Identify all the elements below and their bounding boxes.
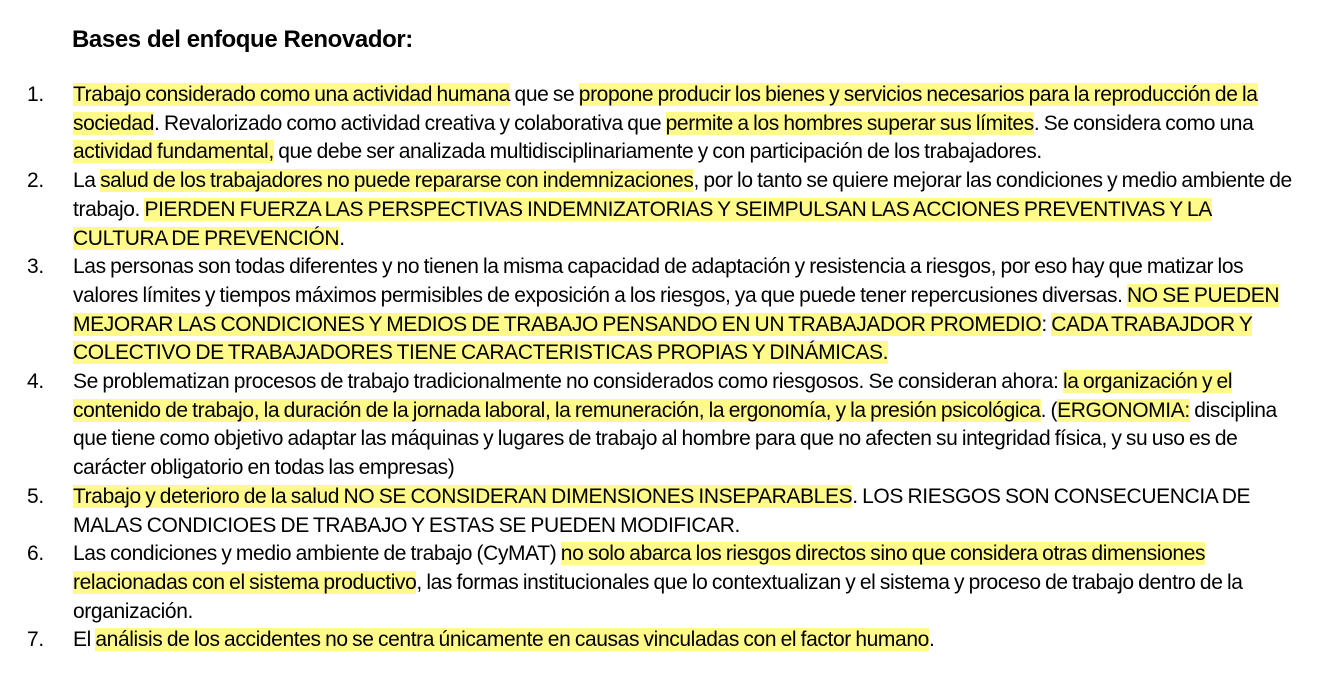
plain-text: que se	[510, 83, 579, 106]
list-item-number: 7.	[27, 628, 44, 652]
plain-text: trabajo.	[73, 197, 145, 221]
list-item-line	[73, 311, 1252, 340]
list-item-line	[73, 598, 193, 627]
highlighted-text: Trabajo considerado como una actividad humana	[73, 83, 511, 106]
highlighted-text: permite a los hombres superar sus límites	[665, 111, 1034, 135]
plain-text: . LOS RIESGOS SON CONSECUENCIA DE	[852, 484, 1251, 508]
list-item-line	[73, 167, 1292, 196]
highlighted-text: salud de los trabajadores no puede repararse con indemnizaciones	[100, 169, 694, 193]
plain-text: Las condiciones y medio ambiente de trabajo (CyMAT)	[73, 542, 561, 566]
highlighted-text: CADA TRABAJDOR Y	[1051, 312, 1253, 336]
plain-text: MALAS CONDICIOES DE TRABAJO Y ESTAS SE PUEDEN MODIFICAR.	[73, 513, 740, 537]
plain-text: .	[339, 226, 345, 250]
highlighted-text: ERGONOMIA:	[1057, 398, 1190, 422]
plain-text: . Revalorizado como actividad creativa y colaborativa que	[154, 111, 666, 135]
list-item-line	[73, 397, 1277, 426]
list-item-line	[73, 368, 1232, 397]
plain-text: , las formas institucionales que lo contextualizan y el sistema y proceso de trabajo dentro de la	[416, 570, 1243, 594]
list-item-line	[73, 569, 1243, 598]
list-item-line	[73, 138, 1042, 167]
highlighted-text: CULTURA DE PREVENCIÓN	[73, 226, 340, 250]
highlighted-text: no solo abarca los riesgos directos sino que considera otras dimensiones	[560, 542, 1206, 566]
list-item-number: 4.	[27, 370, 44, 393]
highlighted-text: COLECTIVO DE TRABAJADORES TIENE CARACTERISTICAS PROPIAS Y DINÁMICAS.	[73, 341, 889, 365]
list-item-line	[73, 225, 345, 254]
highlighted-text: relacionadas con el sistema productivo	[73, 570, 417, 594]
highlighted-text: sociedad	[73, 111, 155, 135]
list-item-line	[73, 483, 1250, 512]
list-item-line	[73, 339, 888, 368]
plain-text: . (	[1040, 398, 1058, 422]
highlighted-text: análisis de los accidentes no se centra únicamente en causas vinculadas con el factor humano	[95, 628, 929, 652]
highlighted-text: la organización y el	[1062, 370, 1233, 393]
list-item-number: 3.	[27, 255, 44, 279]
plain-text: que tiene como objetivo adaptar las máquinas y lugares de trabajo al hombre para que no afecten su integridad física, y su uso es de	[73, 427, 1238, 451]
plain-text: La	[73, 169, 101, 193]
list-item-number: 6.	[27, 542, 44, 566]
list-item-number: 5.	[27, 484, 44, 508]
list-item-line	[73, 282, 1279, 311]
plain-text: Se problematizan procesos de trabajo tradicionalmente no considerados como riesgosos. Se consideran ahora:	[73, 370, 1063, 393]
list-item-line	[73, 425, 1237, 454]
plain-text: carácter obligatorio en todas las empresas)	[73, 456, 455, 480]
highlighted-text: NO SE PUEDEN	[1127, 283, 1280, 307]
list-item-line	[73, 81, 1258, 110]
plain-text: El	[73, 628, 96, 652]
list-item-line	[73, 196, 1212, 225]
highlighted-text: propone producir los bienes y servicios necesarios para la reproducción de la	[578, 83, 1258, 106]
list-item-line	[73, 253, 1243, 282]
plain-text: Las personas son todas diferentes y no tienen la misma capacidad de adaptación y resistencia a riesgos, por eso hay que matizar los	[73, 255, 1244, 279]
plain-text: que debe ser analizada multidisciplinariamente y con participación de los trabajadores.	[273, 140, 1042, 164]
plain-text: , por lo tanto se quiere mejorar las condiciones y medio ambiente de	[693, 169, 1292, 193]
highlighted-text: actividad fundamental,	[73, 140, 274, 164]
list-item-number: 1.	[27, 83, 44, 106]
plain-text: :	[1041, 312, 1052, 336]
list-item-line	[73, 512, 740, 541]
list-item-line	[73, 454, 454, 483]
plain-text: disciplina	[1189, 398, 1277, 422]
list-item-number: 2.	[27, 169, 44, 193]
highlighted-text: Trabajo y deterioro de la salud NO SE CONSIDERAN DIMENSIONES INSEPARABLES	[73, 484, 853, 508]
document-title: Bases del enfoque Renovador:	[72, 26, 413, 53]
list-item-line	[73, 540, 1205, 569]
highlighted-text: MEJORAR LAS CONDICIONES Y MEDIOS DE TRABAJO PENSANDO EN UN TRABAJADOR PROMEDIO	[73, 312, 1042, 336]
highlighted-text: PIERDEN FUERZA LAS PERSPECTIVAS INDEMNIZATORIAS Y SEIMPULSAN LAS ACCIONES PREVENTIVAS Y LA	[144, 197, 1212, 221]
list-item-line	[73, 110, 1253, 139]
plain-text: .	[928, 628, 935, 652]
plain-text: organización.	[73, 599, 193, 623]
plain-text: . Se considera como una	[1033, 111, 1254, 135]
highlighted-text: contenido de trabajo, la duración de la jornada laboral, la remuneración, la ergonomía, y la presión psicológica	[73, 398, 1041, 422]
list-item-line	[73, 626, 934, 655]
plain-text: valores límites y tiempos máximos permisibles de exposición a los riesgos, ya que puede tener repercusiones diversas.	[73, 283, 1128, 307]
